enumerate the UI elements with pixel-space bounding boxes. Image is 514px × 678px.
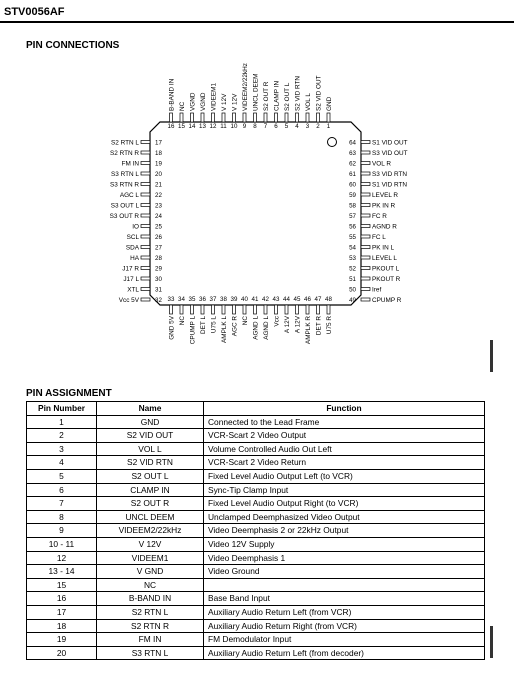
cell-name: CLAMP IN [97,483,204,497]
pin-lead [141,225,150,228]
pin-label: FM IN [121,160,139,168]
pin-label: B-BAND IN [168,78,176,111]
pin-label: VOL L [304,93,312,111]
table-row [27,497,485,511]
pin-number: 51 [349,275,356,283]
pin-label: U75 L [210,316,218,334]
pin-label: AGND R [372,223,397,231]
pin-number: 29 [155,265,162,273]
pin-lead [361,298,370,301]
pin-number: 54 [349,244,356,252]
pin-number: 9 [242,123,247,130]
pin-label: CPUMP R [372,296,402,304]
pin-assignment-title: PIN ASSIGNMENT [26,388,112,399]
pin-label: U75 R [325,316,333,335]
cell-function: Auxiliary Audio Return Left (from VCR) [204,605,485,619]
cell-name: S2 VID OUT [97,429,204,443]
pin-label: J17 R [122,265,139,273]
pin-lead [264,305,267,314]
pin-number: 50 [349,286,356,294]
pin-label: GND [325,96,333,111]
cell-pin-number: 16 [27,592,97,606]
pin-lead [141,298,150,301]
pin-label: HA [130,254,139,262]
pin-number: 45 [293,296,301,303]
pin1-marker [328,138,337,147]
cell-name: B-BAND IN [97,592,204,606]
pin-number: 61 [349,170,356,178]
pin-label: AGC L [119,191,139,199]
pin-label: VGND [189,92,197,111]
cell-function: Video Deemphasis 1 [204,551,485,565]
pin-number: 39 [230,296,238,303]
header-name: Name [97,402,204,416]
pin-number: 6 [274,123,278,130]
page-header [0,0,514,24]
pin-label: AGND L [262,316,270,340]
pin-lead [361,151,370,154]
pin-number: 44 [283,296,290,303]
pin-label: AGND L [252,316,260,340]
pin-label: PK IN L [372,244,395,252]
pin-lead [191,305,194,314]
pin-lead [254,305,257,314]
pin-number: 47 [314,296,322,303]
pin-number: 8 [253,123,257,130]
pin-number: 49 [349,296,356,304]
pin-lead [361,225,370,228]
pin-number: 34 [178,296,185,303]
pin-lead [327,113,330,122]
pin-label: IO [132,223,139,231]
pin-number: 46 [304,296,311,303]
pin-lead [361,204,370,207]
pin-label: VOL R [372,160,391,168]
pin-label: CPUMP L [189,316,197,345]
pin-number: 52 [349,265,356,273]
pin-connections-diagram [0,52,514,374]
pin-number: 53 [349,254,356,262]
pin-label: J17 L [123,275,139,283]
pin-label: PKOUT L [372,265,400,273]
table-row [27,646,485,660]
cell-name: NC [97,578,204,592]
pin-number: 40 [241,296,248,303]
pin-lead [141,277,150,280]
pin-number: 25 [155,223,162,231]
pin-lead [361,256,370,259]
pin-number: 16 [167,123,175,130]
table-row [27,605,485,619]
pin-label: FC L [372,233,386,241]
pin-lead [317,113,320,122]
cell-function: Volume Controlled Audio Out Left [204,442,485,456]
pin-number: 43 [272,296,280,303]
pin-number: 33 [167,296,175,303]
pin-number: 2 [316,123,320,130]
pin-label: GND 5V [168,316,176,340]
pin-lead [233,113,236,122]
pin-lead [141,256,150,259]
pin-number: 48 [325,296,332,303]
pin-number: 23 [155,202,162,210]
pin-label: SCL [126,233,139,241]
pin-lead [201,305,204,314]
table-row [27,469,485,483]
cell-name: S2 VID RTN [97,456,204,470]
cell-pin-number: 15 [27,578,97,592]
cell-function: Video Ground [204,565,485,579]
pin-label: CLAMP IN [273,80,281,111]
pin-number: 41 [251,296,259,303]
cell-function: Connected to the Lead Frame [204,415,485,429]
cell-function: Unclamped Deemphasized Video Output [204,510,485,524]
table-row [27,592,485,606]
pin-number: 7 [263,123,268,130]
cell-function: Base Band Input [204,592,485,606]
pin-lead [285,305,288,314]
table-header-row [27,402,485,416]
pin-lead [233,305,236,314]
pin-number: 22 [155,191,162,199]
pin-lead [212,113,215,122]
pin-number: 36 [199,296,206,303]
pin-lead [296,113,299,122]
pin-lead [361,141,370,144]
pin-number: 55 [349,233,356,241]
cell-pin-number: 7 [27,497,97,511]
cell-name: V 12V [97,537,204,551]
table-row [27,415,485,429]
pin-lead [361,267,370,270]
pin-lead [141,183,150,186]
cell-pin-number: 3 [27,442,97,456]
pin-lead [212,305,215,314]
pin-label: LEVEL L [372,254,397,262]
pin-number: 1 [326,123,331,130]
pin-number: 27 [155,244,162,252]
table-row [27,633,485,647]
pin-lead [254,113,257,122]
pin-lead [361,183,370,186]
pin-number: 18 [155,149,162,157]
margin-change-bar [490,340,493,372]
table-row [27,524,485,538]
pin-lead [141,151,150,154]
cell-pin-number: 5 [27,469,97,483]
pin-number: 59 [349,191,356,199]
cell-pin-number: 19 [27,633,97,647]
cell-pin-number: 6 [27,483,97,497]
pin-number: 26 [155,233,162,241]
document-title: STV0056AF [4,6,65,18]
cell-pin-number: 10 - 11 [27,537,97,551]
table-row [27,510,485,524]
pin-number: 60 [349,181,356,189]
cell-pin-number: 4 [27,456,97,470]
pin-lead [361,235,370,238]
pin-label: LEVEL R [372,191,399,199]
cell-pin-number: 12 [27,551,97,565]
pin-label: PKOUT R [372,275,401,283]
pin-lead [170,305,173,314]
cell-pin-number: 2 [27,429,97,443]
pin-lead [285,113,288,122]
table-row [27,429,485,443]
cell-function: Sync-Tip Clamp Input [204,483,485,497]
pin-label: NC [178,316,186,326]
pin-number: 17 [155,139,162,147]
cell-name: FM IN [97,633,204,647]
pin-lead [361,162,370,165]
pin-number: 11 [220,123,227,130]
cell-function [204,578,485,592]
pin-number: 21 [155,181,162,189]
cell-pin-number: 8 [27,510,97,524]
pin-number: 20 [155,170,162,178]
cell-pin-number: 9 [27,524,97,538]
pin-number: 56 [349,223,356,231]
table-row [27,551,485,565]
cell-name: S2 RTN L [97,605,204,619]
pin-label: AGC R [231,316,239,337]
cell-name: VIDEEM1 [97,551,204,565]
pin-lead [361,193,370,196]
pin-label: VGND [199,92,207,111]
pin-number: 3 [305,123,310,130]
pin-label: S3 OUT R [109,212,139,220]
pin-label: S2 VID OUT [315,75,323,111]
cell-name: S2 RTN R [97,619,204,633]
pin-label: NC [241,316,249,326]
cell-function: VCR-Scart 2 Video Output [204,429,485,443]
pin-assignment-table [26,401,485,660]
pin-number: 19 [155,160,162,168]
pin-lead [306,113,309,122]
pin-lead [361,288,370,291]
pin-label: A 12V [294,316,302,334]
margin-change-bar-bottom [490,626,493,658]
table-row [27,483,485,497]
pin-number: 31 [155,286,162,294]
pin-number: 38 [220,296,227,303]
pin-number: 5 [284,123,289,130]
pin-label: S2 OUT R [262,81,270,111]
cell-name: S2 OUT R [97,497,204,511]
cell-name: GND [97,415,204,429]
pin-lead [141,246,150,249]
package-outline [150,122,361,305]
pin-lead [306,305,309,314]
table-row [27,537,485,551]
pin-lead [170,113,173,122]
pin-label: S1 VID RTN [372,181,408,189]
pin-lead [141,235,150,238]
pin-label: S3 VID OUT [372,149,408,157]
pin-lead [361,246,370,249]
cell-pin-number: 18 [27,619,97,633]
pin-number: 57 [349,212,356,220]
cell-function: Auxiliary Audio Return Right (from VCR) [204,619,485,633]
pin-lead [317,305,320,314]
pin-label: XTL [127,286,139,294]
pin-number: 30 [155,275,162,283]
pin-lead [327,305,330,314]
pin-lead [141,141,150,144]
pin-label: S3 RTN L [111,170,139,178]
pin-label: S2 RTN R [109,149,139,157]
pin-label: V 12V [231,93,239,111]
pin-label: S3 VID RTN [372,170,408,178]
pin-label: FC R [372,212,387,220]
pin-lead [180,113,183,122]
cell-name: S3 RTN L [97,646,204,660]
pin-number: 32 [155,296,162,304]
pin-lead [141,204,150,207]
pin-label: S3 RTN R [109,181,139,189]
pin-lead [361,214,370,217]
header-pin-number: Pin Number [27,402,97,416]
pin-label: S2 VID RTN [294,75,302,111]
cell-function: FM Demodulator Input [204,633,485,647]
table-row [27,619,485,633]
pin-label: S1 VID OUT [372,139,408,147]
cell-name: UNCL DEEM [97,510,204,524]
pin-label: V 12V [220,93,228,111]
cell-pin-number: 1 [27,415,97,429]
pin-number: 63 [349,149,356,157]
pin-label: Vcc [273,316,281,327]
pin-number: 24 [155,212,162,220]
pin-lead [243,305,246,314]
pin-lead [296,305,299,314]
pin-connections-title: PIN CONNECTIONS [26,40,120,51]
pin-label: S2 OUT L [283,82,291,111]
cell-pin-number: 17 [27,605,97,619]
pin-number: 37 [209,296,217,303]
pin-lead [191,113,194,122]
table-row [27,456,485,470]
pin-label: VIDEEM2/22kHz [241,63,249,111]
pin-number: 13 [199,123,206,130]
pin-lead [141,193,150,196]
pin-label: DET R [315,316,323,336]
pin-lead [141,214,150,217]
pin-label: NC [178,101,186,111]
pin-label: S2 RTN L [111,139,139,147]
pin-label: S3 OUT L [110,202,139,210]
pin-label: SDA [125,244,139,252]
cell-function: Auxiliary Audio Return Left (from decoder) [204,646,485,660]
pin-lead [361,277,370,280]
pin-label: AMPLK L [220,316,228,343]
pin-number: 4 [295,123,299,130]
cell-function: VCR-Scart 2 Video Return [204,456,485,470]
cell-function: Video Deemphasis 2 or 22kHz Output [204,524,485,538]
pin-number: 42 [262,296,269,303]
pin-lead [264,113,267,122]
header-rule [0,21,514,23]
cell-function: Video 12V Supply [204,537,485,551]
table-row [27,578,485,592]
header-function: Function [204,402,485,416]
pin-label: PK IN R [372,202,396,210]
cell-name: V GND [97,565,204,579]
pin-lead [275,305,278,314]
pin-lead [243,113,246,122]
pin-lead [201,113,204,122]
pin-number: 10 [230,123,238,130]
pin-number: 15 [178,123,185,130]
cell-function: Fixed Level Audio Output Left (to VCR) [204,469,485,483]
pin-number: 28 [155,254,162,262]
pin-lead [275,113,278,122]
pin-lead [180,305,183,314]
pin-label: VIDEEM1 [210,82,218,111]
cell-name: VIDEEM2/22kHz [97,524,204,538]
pin-number: 14 [188,123,196,130]
cell-name: VOL L [97,442,204,456]
pin-lead [222,113,225,122]
cell-pin-number: 13 - 14 [27,565,97,579]
table-row [27,442,485,456]
pin-lead [141,288,150,291]
pin-label: AMPLK R [304,316,312,345]
pin-label: DET L [199,316,207,334]
pin-lead [141,172,150,175]
pin-number: 58 [349,202,356,210]
table-row [27,565,485,579]
pin-number: 35 [188,296,196,303]
pin-label: Iref [372,286,382,294]
pin-label: UNCL DEEM [252,73,260,111]
pin-lead [141,267,150,270]
pin-number: 62 [349,160,356,168]
pin-lead [361,172,370,175]
pin-number: 64 [349,139,356,147]
cell-function: Fixed Level Audio Output Right (to VCR) [204,497,485,511]
pin-lead [222,305,225,314]
cell-name: S2 OUT L [97,469,204,483]
pin-lead [141,162,150,165]
pin-label: A 12V [283,316,291,334]
pin-number: 12 [209,123,217,130]
pin-label: Vcc 5V [118,296,139,304]
cell-pin-number: 20 [27,646,97,660]
